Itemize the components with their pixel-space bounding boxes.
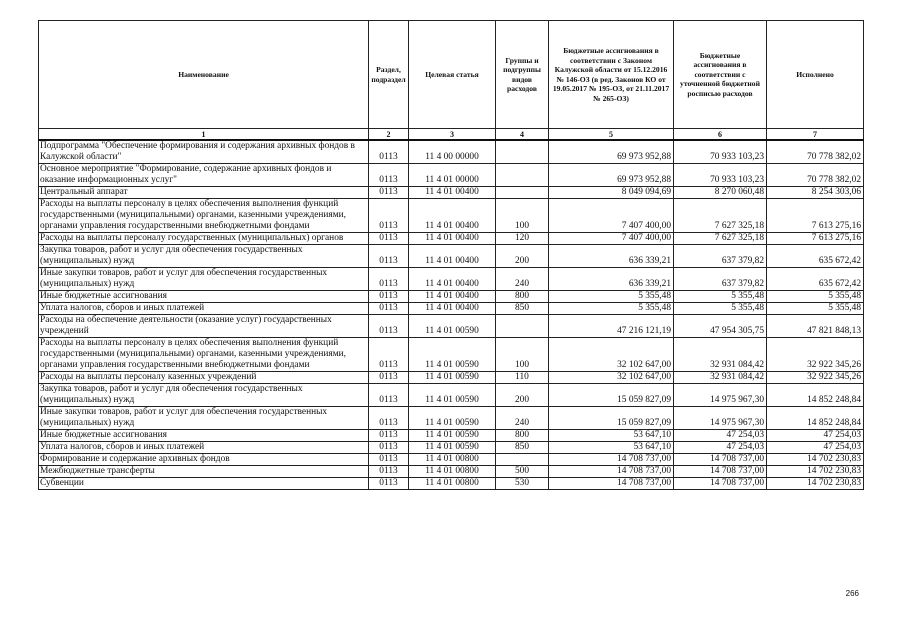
row-refined-amount: 7 627 325,18 [674,199,767,233]
header-group: Группы и подгруппы видов расходов [496,21,549,129]
row-expense-group: 200 [496,245,549,268]
row-name: Уплата налогов, сборов и иных платежей [39,442,369,454]
table-row [39,407,864,430]
table-row [39,164,864,187]
row-section: 0113 [369,268,409,291]
row-section: 0113 [369,245,409,268]
row-executed-amount: 14 702 230,83 [767,478,864,490]
row-approved-amount: 15 059 827,09 [549,384,674,407]
row-refined-amount: 32 931 084,42 [674,372,767,384]
row-name: Закупка товаров, работ и услуг для обеспечения государственных (муниципальных) нужд [39,384,369,407]
row-approved-amount: 14 708 737,00 [549,466,674,478]
row-executed-amount: 32 922 345,26 [767,338,864,372]
row-executed-amount: 47 821 848,13 [767,315,864,338]
table-row [39,268,864,291]
row-section: 0113 [369,199,409,233]
column-number: 6 [674,129,767,141]
row-section: 0113 [369,430,409,442]
row-name: Расходы на выплаты персоналу в целях обеспечения выполнения функций государственными (муниципальными) органами, казенными учреждениями, органами управления государственными внебюджетными фондами [39,338,369,372]
row-target-article: 11 4 01 00590 [409,384,496,407]
row-refined-amount: 70 933 103,23 [674,140,767,164]
row-expense-group [496,454,549,466]
row-executed-amount: 5 355,48 [767,303,864,315]
column-number: 3 [409,129,496,141]
table-row [39,478,864,490]
row-executed-amount: 47 254,03 [767,442,864,454]
row-approved-amount: 7 407 400,00 [549,199,674,233]
table-row [39,466,864,478]
column-number: 7 [767,129,864,141]
row-approved-amount: 7 407 400,00 [549,233,674,245]
row-name: Уплата налогов, сборов и иных платежей [39,303,369,315]
header-executed: Исполнено [767,21,864,129]
row-expense-group: 500 [496,466,549,478]
row-approved-amount: 14 708 737,00 [549,478,674,490]
row-target-article: 11 4 01 00590 [409,430,496,442]
row-refined-amount: 32 931 084,42 [674,338,767,372]
table-row [39,338,864,372]
row-name: Межбюджетные трансферты [39,466,369,478]
table-row [39,233,864,245]
row-target-article: 11 4 01 00400 [409,199,496,233]
table-row [39,245,864,268]
row-refined-amount: 47 954 305,75 [674,315,767,338]
row-executed-amount: 14 702 230,83 [767,466,864,478]
row-expense-group: 100 [496,338,549,372]
row-expense-group: 800 [496,291,549,303]
row-name: Основное мероприятие "Формирование, содержание архивных фондов и оказание информационных услуг" [39,164,369,187]
header-name: Наименование [39,21,369,129]
row-target-article: 11 4 01 00800 [409,454,496,466]
row-approved-amount: 636 339,21 [549,245,674,268]
row-name: Подпрограмма "Обеспечение формирования и содержания архивных фондов в Калужской области" [39,140,369,164]
row-executed-amount: 635 672,42 [767,268,864,291]
row-expense-group: 240 [496,407,549,430]
row-executed-amount: 7 613 275,16 [767,233,864,245]
table-row [39,454,864,466]
row-section: 0113 [369,291,409,303]
header-target: Целевая статья [409,21,496,129]
row-approved-amount: 53 647,10 [549,442,674,454]
row-expense-group: 200 [496,384,549,407]
row-refined-amount: 5 355,48 [674,303,767,315]
table-row [39,442,864,454]
row-approved-amount: 8 049 094,69 [549,187,674,199]
table-row [39,140,864,164]
row-approved-amount: 69 973 952,88 [549,164,674,187]
row-executed-amount: 32 922 345,26 [767,372,864,384]
row-expense-group [496,187,549,199]
row-approved-amount: 5 355,48 [549,291,674,303]
row-refined-amount: 70 933 103,23 [674,164,767,187]
row-approved-amount: 69 973 952,88 [549,140,674,164]
row-target-article: 11 4 01 00590 [409,407,496,430]
row-name: Формирование и содержание архивных фондов [39,454,369,466]
row-executed-amount: 5 355,48 [767,291,864,303]
row-target-article: 11 4 01 00590 [409,442,496,454]
row-name: Субвенции [39,478,369,490]
row-target-article: 11 4 01 00400 [409,268,496,291]
row-approved-amount: 14 708 737,00 [549,454,674,466]
column-number: 2 [369,129,409,141]
row-target-article: 11 4 01 00400 [409,291,496,303]
row-refined-amount: 47 254,03 [674,430,767,442]
row-approved-amount: 5 355,48 [549,303,674,315]
row-name: Расходы на выплаты персоналу государственных (муниципальных) органов [39,233,369,245]
row-section: 0113 [369,140,409,164]
row-expense-group: 100 [496,199,549,233]
row-name: Расходы на выплаты персоналу казенных учреждений [39,372,369,384]
row-refined-amount: 14 708 737,00 [674,454,767,466]
budget-table [38,20,864,490]
header-row [39,21,864,129]
table-row [39,291,864,303]
header-approved: Бюджетные ассигнования в соответствии с Законом Калужской области от 15.12.2016 № 146-ОЗ (в ред. Законов КО от 19.05.2017 № 195-ОЗ, от 21.11.2017 № 265-ОЗ) [549,21,674,129]
row-approved-amount: 15 059 827,09 [549,407,674,430]
row-name: Иные бюджетные ассигнования [39,291,369,303]
row-executed-amount: 14 852 248,84 [767,407,864,430]
row-refined-amount: 5 355,48 [674,291,767,303]
row-name: Закупка товаров, работ и услуг для обеспечения государственных (муниципальных) нужд [39,245,369,268]
row-executed-amount: 14 852 248,84 [767,384,864,407]
table-row [39,199,864,233]
column-number: 5 [549,129,674,141]
row-refined-amount: 7 627 325,18 [674,233,767,245]
row-executed-amount: 7 613 275,16 [767,199,864,233]
row-name: Центральный аппарат [39,187,369,199]
page-number: 266 [845,589,859,598]
row-approved-amount: 636 339,21 [549,268,674,291]
row-expense-group: 120 [496,233,549,245]
row-expense-group [496,164,549,187]
row-section: 0113 [369,187,409,199]
row-refined-amount: 637 379,82 [674,268,767,291]
row-refined-amount: 14 975 967,30 [674,407,767,430]
row-section: 0113 [369,442,409,454]
row-target-article: 11 4 00 00000 [409,140,496,164]
table-row [39,384,864,407]
row-expense-group: 850 [496,303,549,315]
row-section: 0113 [369,454,409,466]
row-name: Иные закупки товаров, работ и услуг для обеспечения государственных (муниципальных) нужд [39,407,369,430]
row-refined-amount: 14 708 737,00 [674,478,767,490]
row-section: 0113 [369,384,409,407]
row-target-article: 11 4 01 00590 [409,315,496,338]
row-target-article: 11 4 01 00400 [409,245,496,268]
row-refined-amount: 14 975 967,30 [674,384,767,407]
row-executed-amount: 47 254,03 [767,430,864,442]
table-row [39,303,864,315]
row-section: 0113 [369,372,409,384]
row-approved-amount: 47 216 121,19 [549,315,674,338]
row-target-article: 11 4 01 00590 [409,338,496,372]
table-row [39,315,864,338]
row-section: 0113 [369,466,409,478]
header-section: Раздел, подраздел [369,21,409,129]
row-name: Иные бюджетные ассигнования [39,430,369,442]
row-expense-group: 110 [496,372,549,384]
row-section: 0113 [369,303,409,315]
row-target-article: 11 4 01 00400 [409,187,496,199]
table-body [39,140,864,490]
row-target-article: 11 4 01 00000 [409,164,496,187]
row-target-article: 11 4 01 00400 [409,233,496,245]
row-expense-group: 850 [496,442,549,454]
row-executed-amount: 70 778 382,02 [767,140,864,164]
row-section: 0113 [369,315,409,338]
row-expense-group: 530 [496,478,549,490]
row-approved-amount: 32 102 647,00 [549,372,674,384]
row-expense-group: 240 [496,268,549,291]
row-name: Расходы на выплаты персоналу в целях обеспечения выполнения функций государственными (муниципальными) органами, казенными учреждениями, органами управления государственными внебюджетными фондами [39,199,369,233]
row-target-article: 11 4 01 00800 [409,466,496,478]
row-section: 0113 [369,478,409,490]
table-row [39,372,864,384]
column-number: 1 [39,129,369,141]
row-refined-amount: 14 708 737,00 [674,466,767,478]
row-executed-amount: 635 672,42 [767,245,864,268]
row-expense-group [496,140,549,164]
row-name: Расходы на обеспечение деятельности (оказание услуг) государственных учреждений [39,315,369,338]
table-row [39,430,864,442]
row-section: 0113 [369,338,409,372]
row-section: 0113 [369,407,409,430]
row-executed-amount: 14 702 230,83 [767,454,864,466]
row-executed-amount: 8 254 303,06 [767,187,864,199]
row-target-article: 11 4 01 00400 [409,303,496,315]
row-target-article: 11 4 01 00590 [409,372,496,384]
row-refined-amount: 8 270 060,48 [674,187,767,199]
row-expense-group: 800 [496,430,549,442]
row-refined-amount: 637 379,82 [674,245,767,268]
row-executed-amount: 70 778 382,02 [767,164,864,187]
row-section: 0113 [369,233,409,245]
row-approved-amount: 32 102 647,00 [549,338,674,372]
row-approved-amount: 53 647,10 [549,430,674,442]
row-expense-group [496,315,549,338]
column-number: 4 [496,129,549,141]
header-refined: Бюджетные ассигнования в соответствии с уточненной бюджетной росписью расходов [674,21,767,129]
row-section: 0113 [369,164,409,187]
table-row [39,187,864,199]
row-target-article: 11 4 01 00800 [409,478,496,490]
column-number-row [39,129,864,141]
row-name: Иные закупки товаров, работ и услуг для обеспечения государственных (муниципальных) нужд [39,268,369,291]
row-refined-amount: 47 254,03 [674,442,767,454]
